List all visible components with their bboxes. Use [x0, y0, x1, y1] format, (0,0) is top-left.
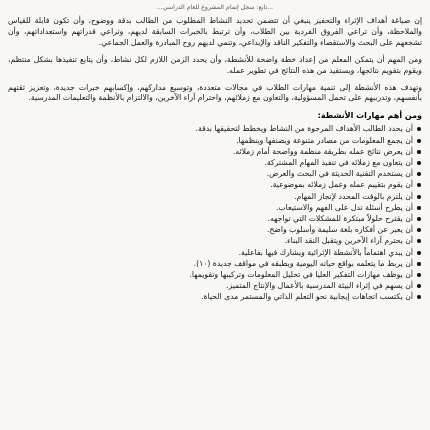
running-header: ...تابع: سجل إتمام المشروع للعام الدراسي... — [156, 4, 274, 11]
list-item: أن يعرض نتائج عمله بطريقة منظمة وواضحة أمام زملائه. — [8, 146, 422, 157]
list-item: أن يوظف مهارات التفكير العليا في تحليل المعلومات وتركيبها وتقويمها. — [8, 269, 422, 280]
list-item: أن يسهم في إثراء البيئة المدرسية بالأعمال والإنتاج المتميز. — [8, 280, 422, 291]
list-item: أن يحدد الطالب الأهداف المرجوة من النشاط ويخطط لتحقيقها بدقة. — [8, 123, 422, 134]
bullet-list — [8, 123, 422, 302]
list-item: أن يستخدم التقنية الحديثة في البحث والعرض. — [8, 168, 422, 179]
list-item: أن يلتزم بالوقت المحدد لإنجاز المهام. — [8, 191, 422, 202]
list-item: أن يقوم بتقييم عمله وعمل زملائه بموضوعية. — [8, 179, 422, 190]
list-item: أن يبدي اهتماماً بالأنشطة الإثرائية ويشارك فيها بفاعلية. — [8, 247, 422, 258]
list-item: أن يتعاون مع زملائه في تنفيذ المهام المشتركة. — [8, 157, 422, 168]
paragraph-1: إن صياغة أهداف الإثراء والتحفيز ينبغي أن تتضمن تحديد النشاط المطلوب من الطالب بدقة ووضوح، وأن تكون قابلة للقياس والملاحظة، وأن تراعي الفروق الفردية بين الطلاب، وأن ترتبط بالخبرات السابقة لديهم، وتراعي قدراتهم واستعداداتهم، وأن تشجعهم على البحث والاستقصاء والتفكير الناقد والإبداعي، وتنمي لديهم روح المبادرة والعمل الجماعي. — [8, 16, 422, 47]
list-item: أن يكتسب اتجاهات إيجابية نحو التعلم الذاتي والمستمر مدى الحياة. — [8, 291, 422, 302]
paragraph-3: وتهدف هذه الأنشطة إلى تنمية مهارات الطلاب في مجالات متعددة، وتوسيع مداركهم، وإكسابهم خبرات جديدة، وتعزيز ثقتهم بأنفسهم، وتدريبهم على تحمل المسؤولية، والتعاون مع زملائهم، واحترام آراء الآخرين، والالتزام بالأنظمة والتعليمات المدرسية. — [8, 82, 422, 103]
list-item: أن يحترم آراء الآخرين ويتقبل النقد البناء. — [8, 235, 422, 246]
section-title: ومن أهم مهارات الأنشطة: — [317, 111, 422, 121]
list-item: أن يطرح أسئلة تدل على الفهم والاستيعاب. — [8, 202, 422, 213]
list-item: أن يجمع المعلومات من مصادر متنوعة ويصنفها وينظمها. — [8, 135, 422, 146]
paragraph-2: ومن المهم أن يتمكن المعلم من إعداد خطة واضحة للأنشطة، وأن يحدد الزمن اللازم لكل نشاط، وأن يتابع تنفيذها بشكل منتظم، ويقوم بتقويم نتائجها، ويستفيد من هذه النتائج في تطوير عمله. — [8, 54, 422, 75]
list-item: أن يربط ما يتعلمه بواقع حياته اليومية ويطبقه في مواقف جديدة (١٠). — [8, 258, 422, 269]
list-item: أن يقترح حلولاً مبتكرة للمشكلات التي تواجهه. — [8, 213, 422, 224]
list-item: أن يعبر عن أفكاره بلغة سليمة وأسلوب واضح. — [8, 224, 422, 235]
